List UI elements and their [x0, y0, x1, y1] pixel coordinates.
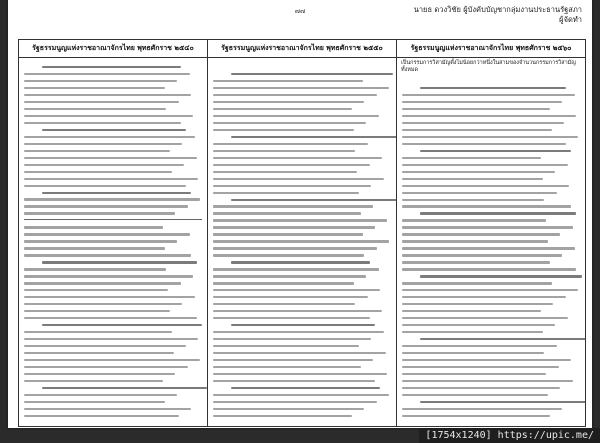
- text-line: [402, 226, 573, 228]
- text-line: [42, 192, 192, 194]
- text-line: [42, 66, 181, 68]
- text-line: [213, 359, 373, 361]
- text-line: [402, 317, 568, 319]
- text-line: [24, 394, 177, 396]
- text-line: [402, 303, 553, 305]
- text-line: [42, 324, 202, 326]
- text-line: [420, 150, 571, 152]
- text-line: [402, 331, 543, 333]
- text-line: [402, 254, 562, 256]
- text-line: [402, 282, 552, 284]
- text-line: [402, 171, 555, 173]
- text-line: [213, 268, 379, 270]
- text-line: [420, 275, 582, 277]
- text-line: [402, 366, 559, 368]
- text-line: [213, 143, 368, 145]
- text-line: [402, 345, 557, 347]
- text-line: [213, 401, 377, 403]
- column-header: รัฐธรรมนูญแห่งราชอาณาจักรไทย พุทธศักราช ๒๕๕๐: [208, 40, 396, 58]
- text-line: [213, 289, 380, 291]
- text-line: [402, 192, 557, 194]
- text-line: [213, 108, 352, 110]
- text-line: [213, 233, 363, 235]
- text-line: [213, 352, 386, 354]
- text-line: [42, 387, 208, 389]
- text-line: [213, 373, 387, 375]
- text-line: [24, 185, 186, 187]
- text-line: [231, 261, 370, 263]
- text-line: [24, 150, 170, 152]
- text-line: [213, 366, 361, 368]
- text-line: [24, 345, 186, 347]
- text-line: [231, 324, 375, 326]
- text-line: [213, 254, 364, 256]
- text-line: [213, 219, 387, 221]
- text-line: [213, 150, 355, 152]
- text-line: [42, 129, 186, 131]
- text-line: [213, 303, 355, 305]
- text-line: [24, 240, 177, 242]
- text-line: [420, 401, 585, 403]
- text-line: [24, 212, 175, 214]
- text-line: [402, 108, 550, 110]
- text-line: [24, 122, 181, 124]
- text-line: [24, 310, 170, 312]
- text-line: [24, 247, 165, 249]
- text-line: [231, 199, 397, 201]
- text-line: [402, 199, 544, 201]
- text-line: [402, 289, 578, 291]
- text-line: [24, 143, 182, 145]
- text-line: [402, 205, 571, 207]
- column-2540: [19, 40, 208, 426]
- text-line: [213, 296, 368, 298]
- text-line: [402, 240, 548, 242]
- text-line: [24, 115, 193, 117]
- column-2560: [397, 40, 585, 426]
- text-line: [24, 233, 190, 235]
- text-line: [24, 94, 191, 96]
- text-line: [24, 401, 165, 403]
- text-line: [213, 275, 366, 277]
- text-line: [213, 415, 352, 417]
- text-line: [231, 136, 397, 138]
- text-line: [213, 345, 359, 347]
- text-line: [402, 296, 566, 298]
- text-line: [24, 338, 198, 340]
- text-line: [24, 178, 198, 180]
- text-line: [213, 164, 370, 166]
- text-line: [24, 380, 163, 382]
- text-line: [402, 233, 560, 235]
- text-line: [24, 331, 172, 333]
- text-line: [402, 310, 541, 312]
- text-line: [24, 101, 179, 103]
- text-line: [213, 185, 371, 187]
- text-line: [24, 317, 197, 319]
- image-size-watermark: [1754x1240] https://upic.me/: [419, 428, 600, 443]
- text-line: [213, 380, 375, 382]
- text-line: [213, 171, 357, 173]
- text-line: [24, 359, 200, 361]
- page-number: ๗๗: [294, 7, 306, 15]
- text-line: [213, 226, 375, 228]
- column-body: [24, 66, 202, 422]
- text-line: [213, 94, 377, 96]
- text-line: [213, 331, 384, 333]
- column-header: รัฐธรรมนูญแห่งราชอาณาจักรไทย พุทธศักราช ๒๕๔๐: [19, 40, 207, 58]
- text-line: [402, 380, 573, 382]
- comparison-table: [18, 39, 586, 427]
- text-line: [24, 282, 181, 284]
- text-line: [213, 310, 382, 312]
- text-line: [402, 129, 552, 131]
- text-line: [420, 87, 566, 89]
- text-line: [213, 80, 363, 82]
- text-line: [402, 143, 566, 145]
- text-line: [24, 254, 191, 256]
- column-header: รัฐธรรมนูญแห่งราชอาณาจักรไทย พุทธศักราช ๒๕๖๐: [397, 40, 585, 58]
- text-line: [24, 373, 175, 375]
- paragraph-divider: [24, 219, 202, 220]
- text-line: [24, 136, 195, 138]
- text-line: [402, 247, 575, 249]
- text-line: [24, 73, 190, 75]
- text-line: [24, 205, 188, 207]
- text-line: [24, 87, 165, 89]
- text-line: [24, 80, 177, 82]
- text-line: [213, 247, 377, 249]
- text-line: [213, 408, 364, 410]
- text-line: [402, 101, 562, 103]
- text-line: [24, 164, 184, 166]
- text-line: [402, 324, 555, 326]
- text-line: [213, 101, 364, 103]
- text-line: [24, 296, 195, 298]
- text-line: [402, 394, 548, 396]
- text-line: [231, 73, 393, 75]
- text-line: [420, 338, 585, 340]
- text-line: [402, 157, 541, 159]
- text-line: [402, 178, 543, 180]
- text-line: [24, 171, 172, 173]
- text-line: [231, 387, 381, 389]
- text-line: [402, 359, 571, 361]
- text-line: [213, 282, 354, 284]
- text-line: [24, 226, 163, 228]
- text-line: [213, 192, 359, 194]
- text-line: [24, 408, 191, 410]
- text-line: [402, 408, 562, 410]
- column-2550: [208, 40, 397, 426]
- text-line: [213, 338, 371, 340]
- text-line: [24, 352, 174, 354]
- text-line: [213, 394, 389, 396]
- text-line: [24, 289, 168, 291]
- text-line: [402, 261, 550, 263]
- text-line: [402, 219, 546, 221]
- text-line: [402, 415, 550, 417]
- text-line: [213, 122, 366, 124]
- text-line: [24, 275, 193, 277]
- text-line: [402, 185, 569, 187]
- text-line: [24, 303, 182, 305]
- text-line: [213, 205, 373, 207]
- text-line: [42, 261, 197, 263]
- text-line: [213, 212, 361, 214]
- text-line: [213, 87, 389, 89]
- text-line: [402, 115, 576, 117]
- text-line: [24, 198, 200, 200]
- text-line: [402, 268, 576, 270]
- text-line: [402, 164, 568, 166]
- text-line: [213, 240, 389, 242]
- text-line: [420, 212, 577, 214]
- text-line: [24, 366, 188, 368]
- text-line: [402, 136, 578, 138]
- text-line: [402, 122, 564, 124]
- text-line: [24, 268, 166, 270]
- text-line: [24, 157, 197, 159]
- author-block: [414, 5, 582, 25]
- text-line: [213, 178, 384, 180]
- column-body: [402, 87, 580, 422]
- text-line: [213, 317, 370, 319]
- text-line: [402, 373, 546, 375]
- text-line: [402, 387, 560, 389]
- column-carryover-text: เป็นกรรมการวิสามัญตั้งไม่น้อยกว่าหนึ่งในสามของจำนวนกรรมการวิสามัญทั้งหมด: [401, 60, 576, 73]
- text-line: [24, 415, 179, 417]
- text-line: [402, 94, 575, 96]
- text-line: [402, 352, 544, 354]
- text-line: [24, 108, 166, 110]
- document-page: [8, 0, 592, 428]
- column-body: [213, 73, 391, 422]
- text-line: [213, 157, 382, 159]
- text-line: [213, 129, 354, 131]
- author-name: นายธ ดวงวิชัย ผู้บังคับบัญชากลุ่มงานประธานรัฐสภา: [413, 5, 582, 14]
- author-role: ผู้จัดทำ: [559, 15, 582, 24]
- text-line: [213, 115, 379, 117]
